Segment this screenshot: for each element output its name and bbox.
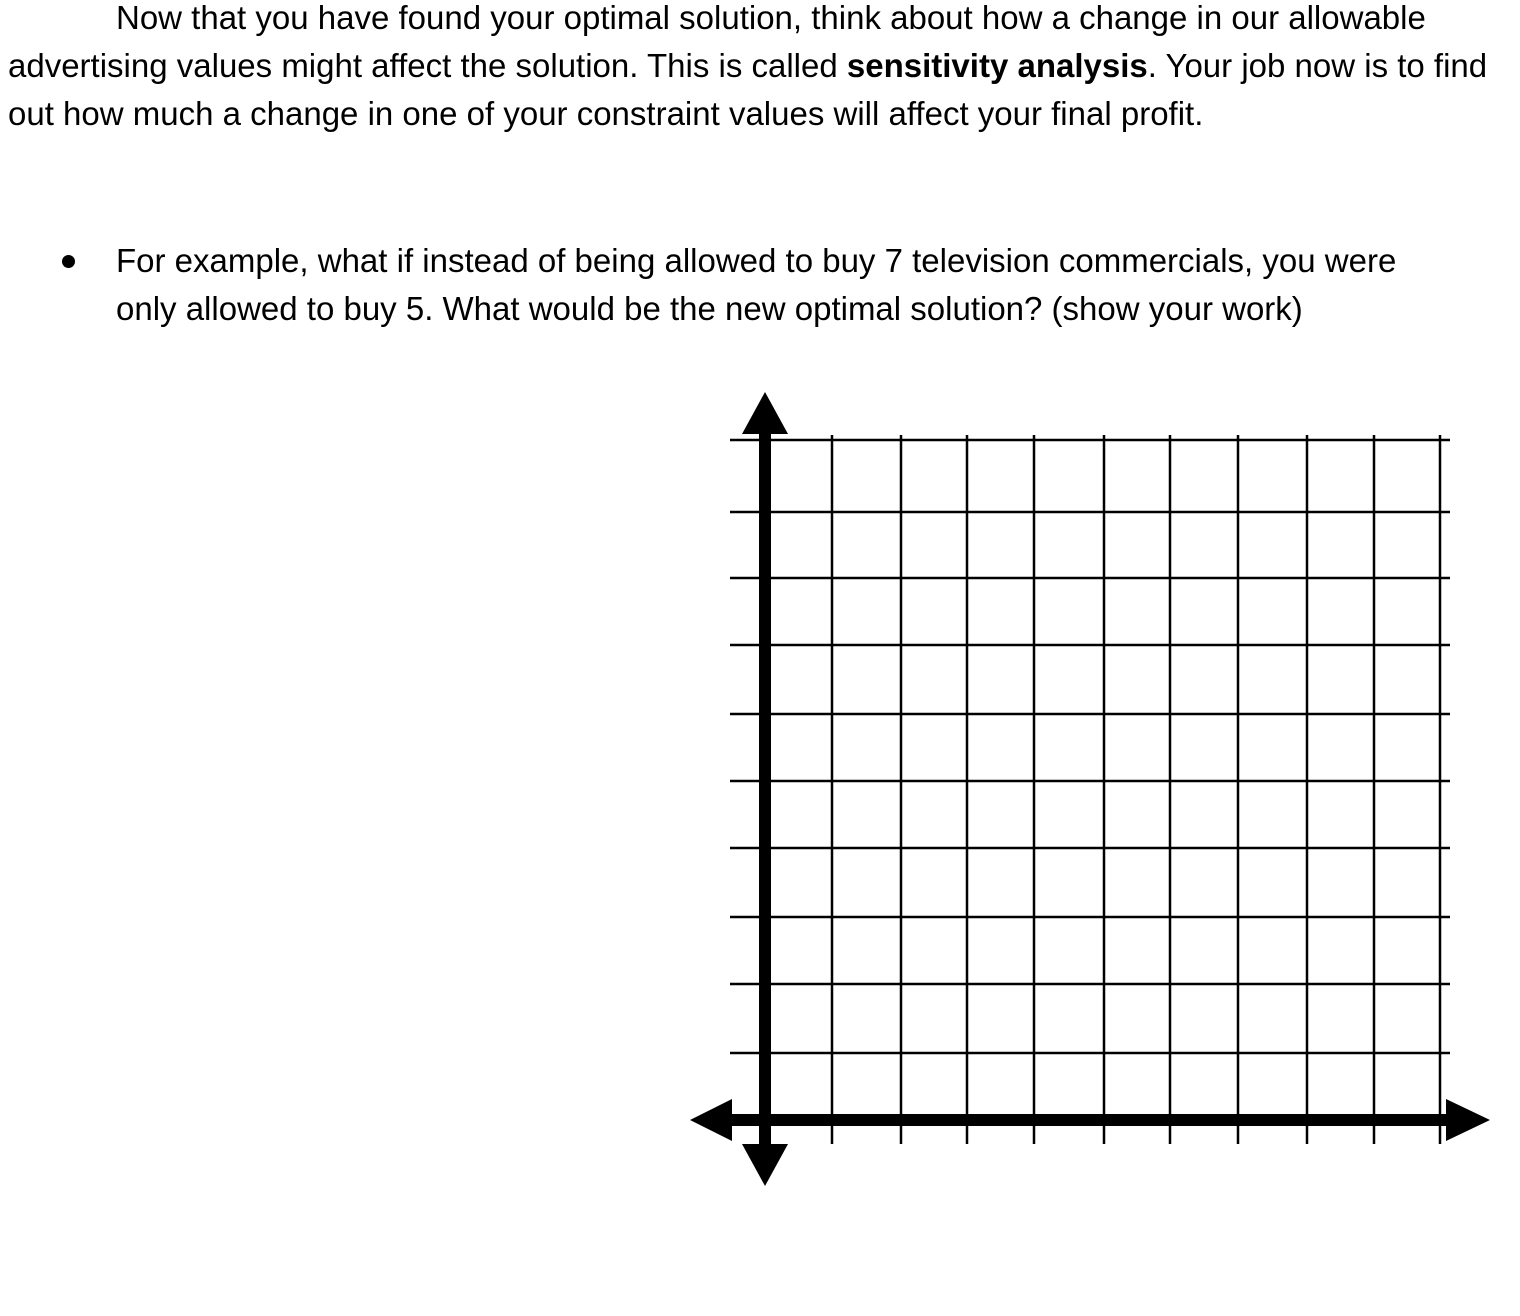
bullet-icon: [62, 255, 75, 268]
coordinate-grid: [688, 390, 1492, 1190]
question-list: [0, 237, 1500, 333]
key-term: sensitivity analysis: [846, 47, 1148, 84]
y-axis-down-arrow-icon: [742, 1144, 788, 1186]
grid-lines: [730, 435, 1450, 1144]
x-axis-left-arrow-icon: [690, 1099, 732, 1141]
question-text: For example, what if instead of being allowed to buy 7 television commercials, you were only allowed to buy 5. What would be the new optimal solution? (show your work): [116, 242, 1397, 327]
x-axis-right-arrow-icon: [1446, 1099, 1490, 1141]
intro-text-end: . Your job now is to find out how much a change in one of your constraint values will affect your final profit.: [8, 47, 1488, 132]
y-axis-up-arrow-icon: [742, 392, 788, 434]
intro-text-start: Now that you have found your optimal solution, think about how a change in our allowable advertising values might affect the solution. This is called: [8, 0, 1426, 84]
intro-paragraph: [8, 0, 1488, 138]
question-item: [0, 237, 1426, 333]
